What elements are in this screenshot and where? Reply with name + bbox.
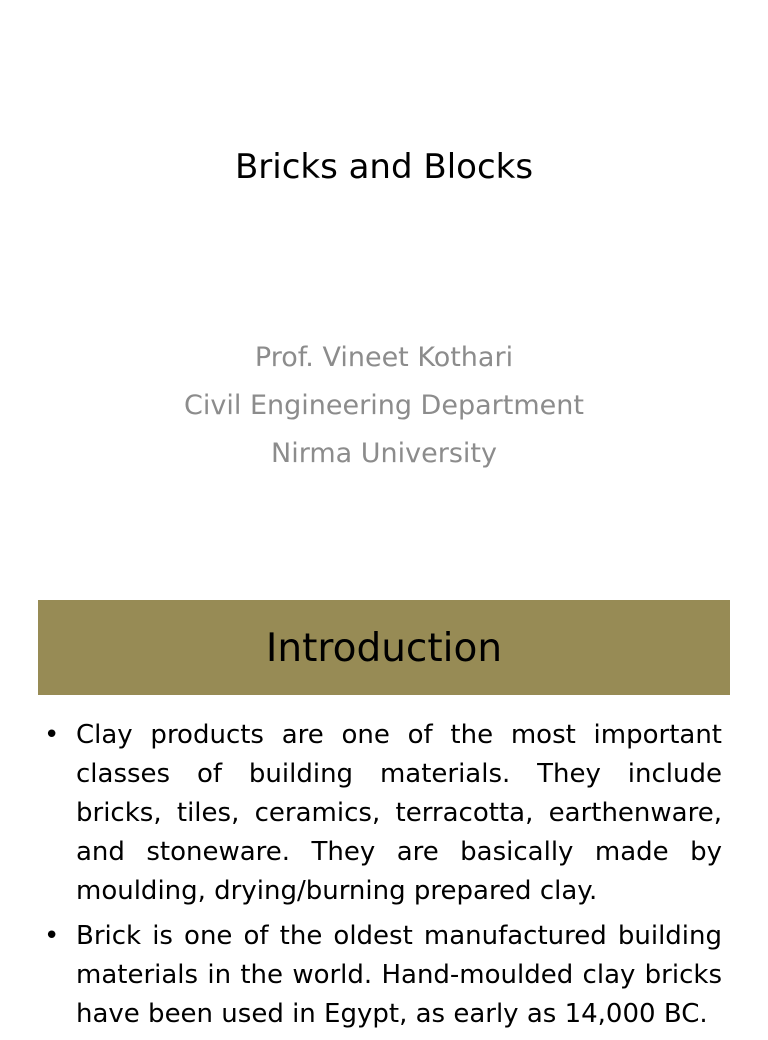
slide-title: Bricks and Blocks: [234, 147, 534, 187]
slide-heading: Introduction: [265, 626, 503, 671]
heading-banner: [38, 600, 730, 695]
bullet-text: Brick is one of the oldest manufactured building materials in the world. Hand-moulded clay bricks have been used in Egypt, as early as 14,000 BC.: [76, 921, 722, 1029]
slide-subtitle: [0, 334, 768, 478]
bullet-icon: •: [44, 921, 60, 951]
bullet-list: [40, 716, 722, 1040]
department-name: Civil Engineering Department: [184, 390, 584, 421]
bullet-item: [40, 917, 722, 1034]
bullet-item: [40, 716, 722, 911]
author-name: Prof. Vineet Kothari: [254, 342, 514, 373]
university-name: Nirma University: [271, 438, 497, 469]
bullet-text: Clay products are one of the most important classes of building materials. They include bricks, tiles, ceramics, terracotta, earthenware, and stoneware. They are basically made by moulding, drying/burning prepared clay.: [76, 720, 722, 906]
bullet-icon: •: [44, 720, 60, 750]
